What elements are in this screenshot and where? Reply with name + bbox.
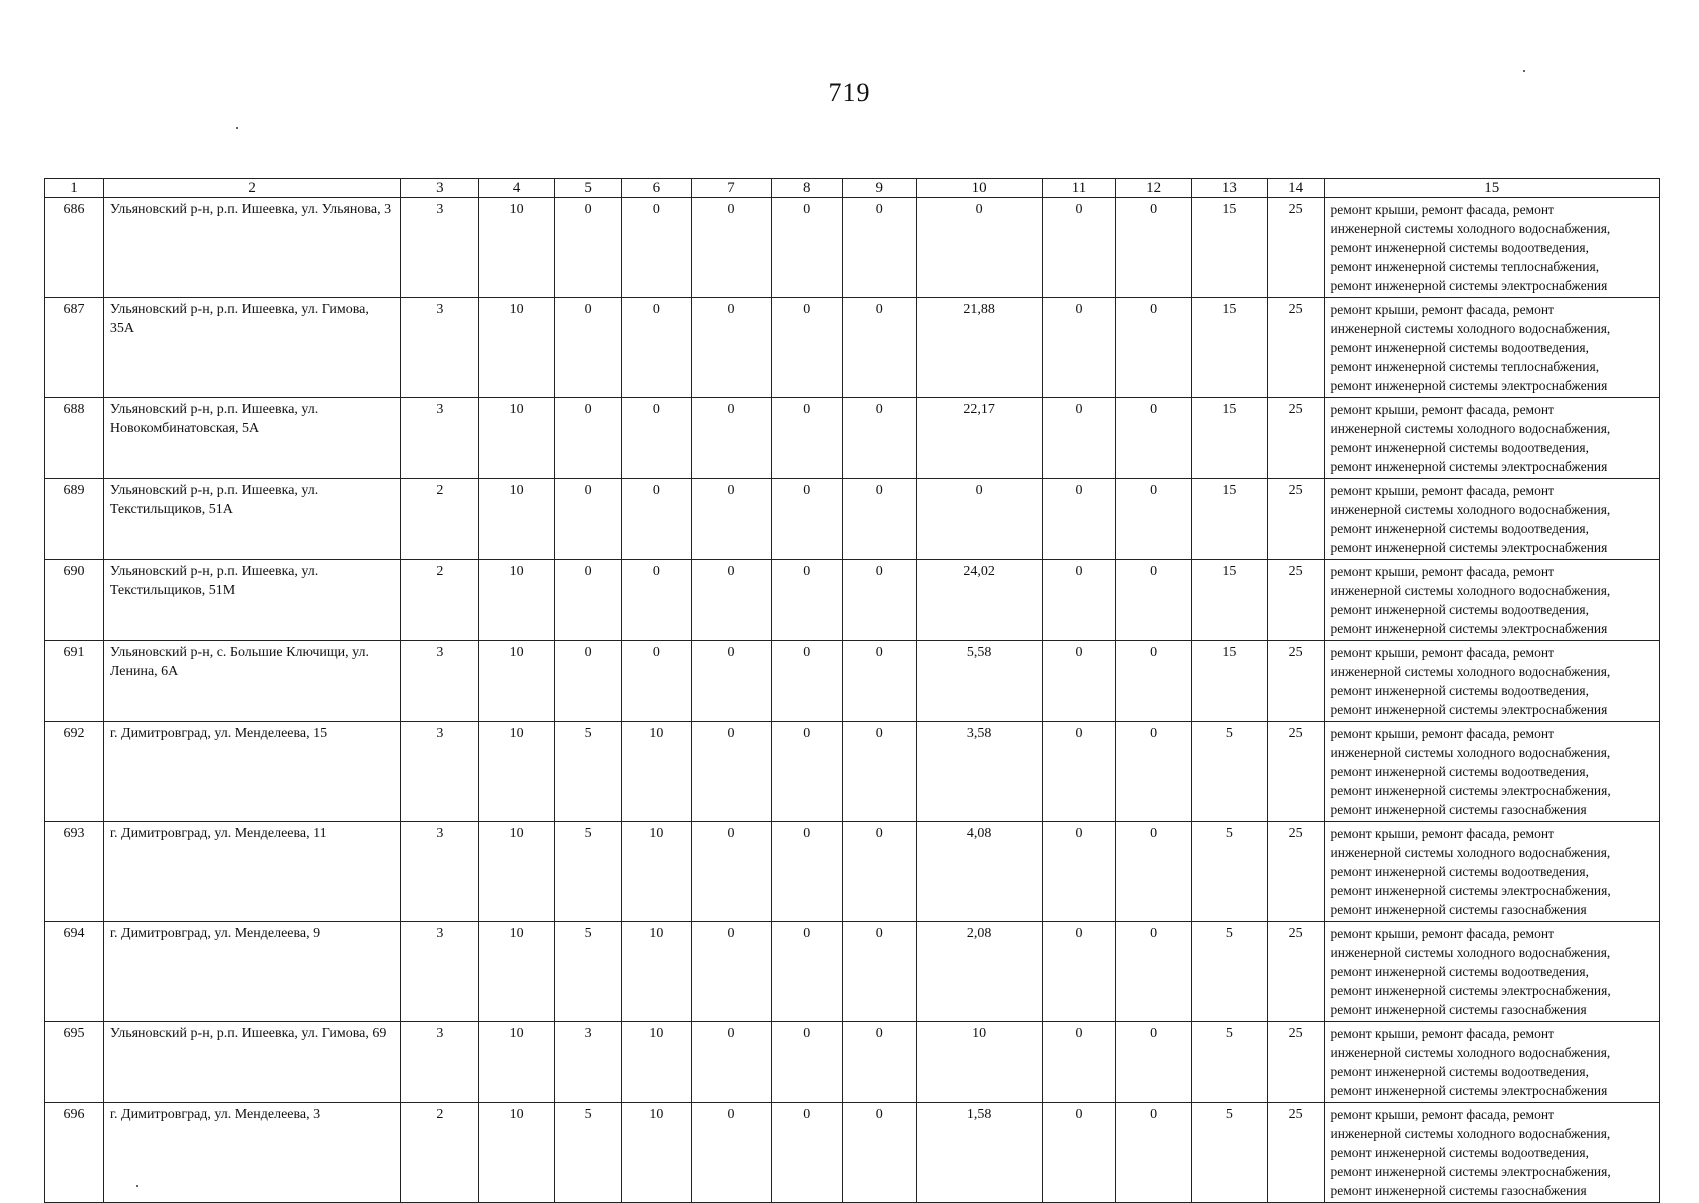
cell-col-4: 10 [479, 822, 555, 922]
cell-col-10: 0 [916, 198, 1042, 298]
cell-col-3: 2 [401, 560, 479, 641]
cell-col-11: 0 [1042, 922, 1116, 1022]
cell-address: г. Димитровград, ул. Менделеева, 15 [103, 722, 401, 822]
cell-col-13: 15 [1192, 560, 1268, 641]
header-col-9: 9 [842, 179, 916, 198]
cell-col-12: 0 [1116, 641, 1192, 722]
cell-col-7: 0 [691, 922, 771, 1022]
cell-address: Ульяновский р-н, с. Большие Ключищи, ул. Ленина, 6А [103, 641, 401, 722]
cell-col-8: 0 [771, 398, 842, 479]
cell-col-4: 10 [479, 398, 555, 479]
cell-col-7: 0 [691, 298, 771, 398]
cell-row-number: 688 [45, 398, 104, 479]
cell-col-9: 0 [842, 198, 916, 298]
cell-col-3: 3 [401, 398, 479, 479]
cell-works-list: ремонт крыши, ремонт фасада, ремонт инженерной системы холодного водоснабжения, ремонт инженерной системы водоотведения, ремонт инженерной системы электроснабжения, ремонт инженерной системы газоснабжения [1324, 922, 1660, 1022]
table-row [45, 1103, 1660, 1203]
cell-col-6: 0 [622, 198, 691, 298]
cell-col-9: 0 [842, 298, 916, 398]
cell-col-12: 0 [1116, 298, 1192, 398]
cell-col-13: 15 [1192, 479, 1268, 560]
cell-col-9: 0 [842, 560, 916, 641]
cell-col-13: 5 [1192, 922, 1268, 1022]
table-row [45, 722, 1660, 822]
cell-col-4: 10 [479, 1022, 555, 1103]
cell-works-list: ремонт крыши, ремонт фасада, ремонт инженерной системы холодного водоснабжения, ремонт инженерной системы водоотведения, ремонт инженерной системы электроснабжения, ремонт инженерной системы газоснабжения [1324, 822, 1660, 922]
cell-col-4: 10 [479, 198, 555, 298]
cell-works-list: ремонт крыши, ремонт фасада, ремонт инженерной системы холодного водоснабжения, ремонт инженерной системы водоотведения, ремонт инженерной системы электроснабжения [1324, 1022, 1660, 1103]
cell-col-4: 10 [479, 641, 555, 722]
table-row [45, 479, 1660, 560]
cell-col-14: 25 [1267, 1103, 1324, 1203]
cell-col-7: 0 [691, 398, 771, 479]
cell-col-14: 25 [1267, 722, 1324, 822]
cell-col-9: 0 [842, 822, 916, 922]
cell-address: г. Димитровград, ул. Менделеева, 9 [103, 922, 401, 1022]
cell-col-13: 5 [1192, 1022, 1268, 1103]
cell-col-8: 0 [771, 922, 842, 1022]
cell-col-3: 3 [401, 822, 479, 922]
cell-col-4: 10 [479, 560, 555, 641]
cell-col-3: 3 [401, 1022, 479, 1103]
cell-col-11: 0 [1042, 722, 1116, 822]
cell-row-number: 691 [45, 641, 104, 722]
cell-works-list: ремонт крыши, ремонт фасада, ремонт инженерной системы холодного водоснабжения, ремонт инженерной системы водоотведения, ремонт инженерной системы теплоснабжения, ремонт инженерной системы электроснабжения [1324, 298, 1660, 398]
cell-col-12: 0 [1116, 1103, 1192, 1203]
cell-address: Ульяновский р-н, р.п. Ишеевка, ул. Гимова, 69 [103, 1022, 401, 1103]
cell-col-3: 3 [401, 922, 479, 1022]
cell-col-13: 5 [1192, 1103, 1268, 1203]
table-row [45, 298, 1660, 398]
cell-col-14: 25 [1267, 198, 1324, 298]
cell-col-14: 25 [1267, 479, 1324, 560]
table-row [45, 822, 1660, 922]
cell-address: г. Димитровград, ул. Менделеева, 3 [103, 1103, 401, 1203]
header-col-15: 15 [1324, 179, 1660, 198]
cell-col-11: 0 [1042, 298, 1116, 398]
cell-col-8: 0 [771, 1022, 842, 1103]
scan-speck [236, 127, 238, 129]
header-col-5: 5 [554, 179, 621, 198]
cell-col-13: 5 [1192, 822, 1268, 922]
header-col-1: 1 [45, 179, 104, 198]
cell-col-4: 10 [479, 298, 555, 398]
cell-col-8: 0 [771, 641, 842, 722]
cell-col-6: 10 [622, 822, 691, 922]
header-col-13: 13 [1192, 179, 1268, 198]
cell-col-7: 0 [691, 198, 771, 298]
cell-col-14: 25 [1267, 822, 1324, 922]
cell-col-4: 10 [479, 1103, 555, 1203]
cell-col-6: 0 [622, 479, 691, 560]
table-row [45, 198, 1660, 298]
cell-col-13: 5 [1192, 722, 1268, 822]
cell-col-9: 0 [842, 641, 916, 722]
cell-col-12: 0 [1116, 1022, 1192, 1103]
cell-col-14: 25 [1267, 560, 1324, 641]
cell-col-7: 0 [691, 822, 771, 922]
cell-col-14: 25 [1267, 922, 1324, 1022]
header-col-8: 8 [771, 179, 842, 198]
cell-row-number: 694 [45, 922, 104, 1022]
cell-col-3: 2 [401, 1103, 479, 1203]
cell-row-number: 690 [45, 560, 104, 641]
cell-col-5: 0 [554, 560, 621, 641]
cell-works-list: ремонт крыши, ремонт фасада, ремонт инженерной системы холодного водоснабжения, ремонт инженерной системы водоотведения, ремонт инженерной системы электроснабжения, ремонт инженерной системы газоснабжения [1324, 1103, 1660, 1203]
cell-col-7: 0 [691, 1103, 771, 1203]
cell-col-4: 10 [479, 922, 555, 1022]
cell-col-5: 5 [554, 822, 621, 922]
cell-col-13: 15 [1192, 298, 1268, 398]
header-col-10: 10 [916, 179, 1042, 198]
cell-col-13: 15 [1192, 198, 1268, 298]
cell-col-12: 0 [1116, 398, 1192, 479]
cell-col-5: 5 [554, 1103, 621, 1203]
cell-col-5: 3 [554, 1022, 621, 1103]
cell-col-11: 0 [1042, 198, 1116, 298]
cell-col-11: 0 [1042, 822, 1116, 922]
cell-col-6: 0 [622, 641, 691, 722]
table-row [45, 398, 1660, 479]
cell-col-10: 2,08 [916, 922, 1042, 1022]
cell-works-list: ремонт крыши, ремонт фасада, ремонт инженерной системы холодного водоснабжения, ремонт инженерной системы водоотведения, ремонт инженерной системы электроснабжения [1324, 479, 1660, 560]
cell-col-14: 25 [1267, 1022, 1324, 1103]
cell-col-6: 10 [622, 1022, 691, 1103]
cell-row-number: 695 [45, 1022, 104, 1103]
cell-col-5: 0 [554, 398, 621, 479]
table-row [45, 560, 1660, 641]
table-row [45, 1022, 1660, 1103]
cell-col-8: 0 [771, 822, 842, 922]
cell-col-12: 0 [1116, 922, 1192, 1022]
cell-col-9: 0 [842, 398, 916, 479]
cell-col-4: 10 [479, 479, 555, 560]
cell-col-3: 3 [401, 298, 479, 398]
cell-col-5: 5 [554, 922, 621, 1022]
header-row [45, 179, 1660, 198]
cell-row-number: 686 [45, 198, 104, 298]
cell-col-14: 25 [1267, 398, 1324, 479]
cell-col-8: 0 [771, 479, 842, 560]
scan-speck [1523, 70, 1525, 72]
cell-col-14: 25 [1267, 298, 1324, 398]
cell-col-6: 0 [622, 560, 691, 641]
cell-col-10: 4,08 [916, 822, 1042, 922]
cell-col-10: 21,88 [916, 298, 1042, 398]
cell-row-number: 692 [45, 722, 104, 822]
header-col-12: 12 [1116, 179, 1192, 198]
cell-address: Ульяновский р-н, р.п. Ишеевка, ул. Новокомбинатовская, 5А [103, 398, 401, 479]
cell-col-3: 3 [401, 198, 479, 298]
cell-col-9: 0 [842, 1103, 916, 1203]
cell-row-number: 693 [45, 822, 104, 922]
cell-col-5: 0 [554, 641, 621, 722]
cell-col-11: 0 [1042, 1022, 1116, 1103]
cell-col-10: 5,58 [916, 641, 1042, 722]
cell-col-14: 25 [1267, 641, 1324, 722]
cell-col-11: 0 [1042, 1103, 1116, 1203]
cell-address: Ульяновский р-н, р.п. Ишеевка, ул. Текстильщиков, 51М [103, 560, 401, 641]
cell-col-10: 22,17 [916, 398, 1042, 479]
cell-col-10: 1,58 [916, 1103, 1042, 1203]
cell-col-5: 0 [554, 479, 621, 560]
cell-col-9: 0 [842, 722, 916, 822]
cell-col-3: 3 [401, 722, 479, 822]
table-body [45, 198, 1660, 1203]
cell-col-5: 5 [554, 722, 621, 822]
cell-col-9: 0 [842, 922, 916, 1022]
cell-works-list: ремонт крыши, ремонт фасада, ремонт инженерной системы холодного водоснабжения, ремонт инженерной системы водоотведения, ремонт инженерной системы электроснабжения [1324, 641, 1660, 722]
cell-works-list: ремонт крыши, ремонт фасада, ремонт инженерной системы холодного водоснабжения, ремонт инженерной системы водоотведения, ремонт инженерной системы электроснабжения [1324, 398, 1660, 479]
register-table [44, 178, 1660, 1203]
cell-works-list: ремонт крыши, ремонт фасада, ремонт инженерной системы холодного водоснабжения, ремонт инженерной системы водоотведения, ремонт инженерной системы электроснабжения [1324, 560, 1660, 641]
cell-col-11: 0 [1042, 398, 1116, 479]
cell-col-8: 0 [771, 298, 842, 398]
page-number: 719 [828, 78, 871, 107]
header-col-2: 2 [103, 179, 401, 198]
cell-col-7: 0 [691, 641, 771, 722]
cell-col-8: 0 [771, 1103, 842, 1203]
cell-row-number: 696 [45, 1103, 104, 1203]
cell-col-10: 3,58 [916, 722, 1042, 822]
cell-col-13: 15 [1192, 398, 1268, 479]
cell-works-list: ремонт крыши, ремонт фасада, ремонт инженерной системы холодного водоснабжения, ремонт инженерной системы водоотведения, ремонт инженерной системы теплоснабжения, ремонт инженерной системы электроснабжения [1324, 198, 1660, 298]
header-col-11: 11 [1042, 179, 1116, 198]
cell-col-9: 0 [842, 1022, 916, 1103]
cell-col-10: 24,02 [916, 560, 1042, 641]
cell-row-number: 687 [45, 298, 104, 398]
cell-col-10: 0 [916, 479, 1042, 560]
cell-col-13: 15 [1192, 641, 1268, 722]
cell-col-6: 0 [622, 298, 691, 398]
cell-col-11: 0 [1042, 479, 1116, 560]
cell-col-5: 0 [554, 298, 621, 398]
cell-col-7: 0 [691, 560, 771, 641]
cell-col-7: 0 [691, 1022, 771, 1103]
cell-col-6: 10 [622, 922, 691, 1022]
cell-col-5: 0 [554, 198, 621, 298]
cell-col-12: 0 [1116, 479, 1192, 560]
cell-col-6: 10 [622, 1103, 691, 1203]
cell-col-7: 0 [691, 479, 771, 560]
header-col-3: 3 [401, 179, 479, 198]
cell-col-11: 0 [1042, 560, 1116, 641]
header-col-14: 14 [1267, 179, 1324, 198]
header-col-7: 7 [691, 179, 771, 198]
table-row [45, 922, 1660, 1022]
cell-address: г. Димитровград, ул. Менделеева, 11 [103, 822, 401, 922]
cell-address: Ульяновский р-н, р.п. Ишеевка, ул. Ульянова, 3 [103, 198, 401, 298]
header-col-6: 6 [622, 179, 691, 198]
cell-col-4: 10 [479, 722, 555, 822]
cell-col-8: 0 [771, 722, 842, 822]
cell-col-8: 0 [771, 198, 842, 298]
cell-col-8: 0 [771, 560, 842, 641]
cell-col-12: 0 [1116, 722, 1192, 822]
cell-col-6: 0 [622, 398, 691, 479]
cell-col-7: 0 [691, 722, 771, 822]
header-col-4: 4 [479, 179, 555, 198]
table-row [45, 641, 1660, 722]
cell-col-6: 10 [622, 722, 691, 822]
cell-col-12: 0 [1116, 822, 1192, 922]
cell-row-number: 689 [45, 479, 104, 560]
cell-works-list: ремонт крыши, ремонт фасада, ремонт инженерной системы холодного водоснабжения, ремонт инженерной системы водоотведения, ремонт инженерной системы электроснабжения, ремонт инженерной системы газоснабжения [1324, 722, 1660, 822]
cell-address: Ульяновский р-н, р.п. Ишеевка, ул. Гимова, 35А [103, 298, 401, 398]
cell-col-12: 0 [1116, 198, 1192, 298]
cell-col-10: 10 [916, 1022, 1042, 1103]
cell-address: Ульяновский р-н, р.п. Ишеевка, ул. Текстильщиков, 51А [103, 479, 401, 560]
cell-col-11: 0 [1042, 641, 1116, 722]
cell-col-3: 3 [401, 641, 479, 722]
cell-col-9: 0 [842, 479, 916, 560]
cell-col-12: 0 [1116, 560, 1192, 641]
cell-col-3: 2 [401, 479, 479, 560]
